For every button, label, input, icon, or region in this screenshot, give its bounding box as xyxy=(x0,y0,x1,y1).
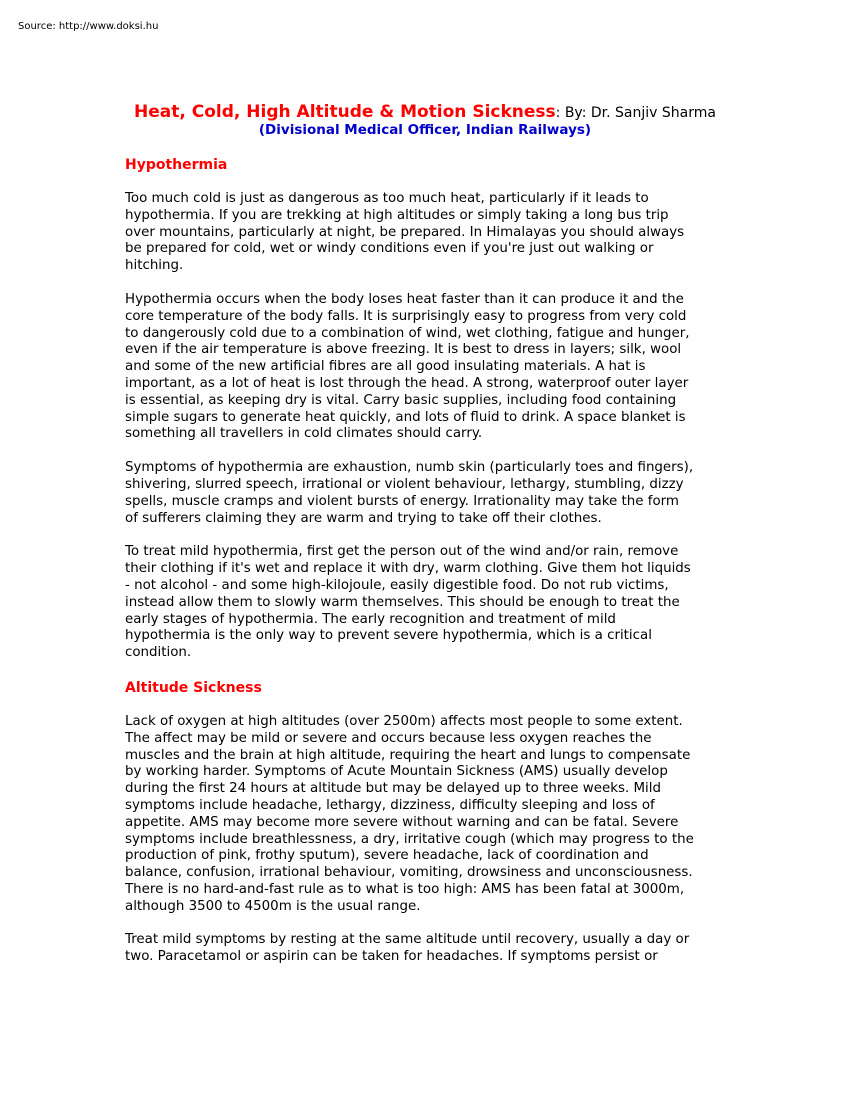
text-line: Too much cold is just as dangerous as too much heat, particularly if it leads to xyxy=(125,191,649,206)
text-line: is essential, as keeping dry is vital. Carry basic supplies, including food containing xyxy=(125,392,677,408)
title-text: Heat, Cold, High Altitude & Motion Sickness xyxy=(134,102,556,122)
document-title xyxy=(0,102,850,123)
text-line: over mountains, particularly at night, be prepared. In Himalayas you should always xyxy=(125,224,685,240)
section-heading-hypothermia: Hypothermia xyxy=(125,157,228,173)
text-line: their clothing if it's wet and replace it with dry, warm clothing. Give them hot liquids xyxy=(125,561,691,577)
paragraph xyxy=(125,714,725,916)
text-line: to dangerously cold due to a combination of wind, wet clothing, fatigue and hunger, xyxy=(125,325,690,341)
text-line: hypothermia. If you are trekking at high altitudes or simply taking a long bus trip xyxy=(125,207,669,223)
text-line: hitching. xyxy=(125,258,184,274)
text-line: of sufferers claiming they are warm and trying to take off their clothes. xyxy=(125,510,602,526)
text-line: simple sugars to generate heat quickly, and lots of fluid to drink. A space blanket is xyxy=(125,409,686,425)
text-line: although 3500 to 4500m is the usual range. xyxy=(125,898,421,914)
author-affiliation: (Divisional Medical Officer, Indian Railways) xyxy=(258,122,592,138)
text-line: by working harder. Symptoms of Acute Mountain Sickness (AMS) usually develop xyxy=(125,764,668,780)
text-line: important, as a lot of heat is lost through the head. A strong, waterproof outer layer xyxy=(125,375,689,391)
paragraph xyxy=(125,460,725,527)
text-line: core temperature of the body falls. It is surprisingly easy to progress from very cold xyxy=(125,308,687,324)
text-line: Symptoms of hypothermia are exhaustion, numb skin (particularly toes and fingers), xyxy=(125,460,694,476)
text-line: To treat mild hypothermia, first get the person out of the wind and/or rain, remove xyxy=(125,544,679,560)
text-line: The affect may be mild or severe and occurs because less oxygen reaches the xyxy=(125,730,652,746)
text-line: Hypothermia occurs when the body loses heat faster than it can produce it and the xyxy=(125,291,684,307)
text-line: instead allow them to slowly warm themselves. This should be enough to treat the xyxy=(125,594,680,610)
text-line: during the first 24 hours at altitude but may be delayed up to three weeks. Mild xyxy=(125,781,661,797)
text-line: even if the air temperature is above freezing. It is best to dress in layers; silk, wool xyxy=(125,342,682,358)
text-line: Lack of oxygen at high altitudes (over 2500m) affects most people to some extent. xyxy=(125,713,683,729)
text-line: shivering, slurred speech, irrational or violent behaviour, lethargy, stumbling, dizzy xyxy=(125,476,684,492)
paragraph xyxy=(125,292,725,443)
paragraph xyxy=(125,932,725,966)
source-url: Source: http://www.doksi.hu xyxy=(18,21,159,32)
section-heading-altitude-sickness: Altitude Sickness xyxy=(125,679,262,696)
document-body xyxy=(125,156,725,983)
text-line: something all travellers in cold climates should carry. xyxy=(125,426,483,442)
text-line: early stages of hypothermia. The early recognition and treatment of mild xyxy=(125,611,616,627)
text-line: There is no hard-and-fast rule as to what is too high: AMS has been fatal at 3000m, xyxy=(125,881,685,897)
author-byline: : By: Dr. Sanjiv Sharma xyxy=(555,105,716,121)
text-line: production of pink, frothy sputum), severe headache, lack of coordination and xyxy=(125,848,649,864)
text-line: two. Paracetamol or aspirin can be taken for headaches. If symptoms persist or xyxy=(125,949,658,965)
text-line: condition. xyxy=(125,645,192,661)
text-line: symptoms include headache, lethargy, dizziness, difficulty sleeping and loss of xyxy=(125,797,655,813)
text-line: muscles and the brain at high altitude, requiring the heart and lungs to compensate xyxy=(125,747,691,763)
text-line: hypothermia is the only way to prevent severe hypothermia, which is a critical xyxy=(125,628,652,644)
paragraph xyxy=(125,544,725,662)
text-line: symptoms include breathlessness, a dry, irritative cough (which may progress to the xyxy=(125,831,694,847)
paragraph xyxy=(125,191,725,275)
text-line: and some of the new artificial fibres are all good insulating materials. A hat is xyxy=(125,359,646,375)
text-line: - not alcohol - and some high-kilojoule, easily digestible food. Do not rub victims, xyxy=(125,577,669,593)
text-line: Treat mild symptoms by resting at the same altitude until recovery, usually a day or xyxy=(125,932,690,948)
text-line: appetite. AMS may become more severe without warning and can be fatal. Severe xyxy=(125,814,679,830)
text-line: balance, confusion, irrational behaviour, vomiting, drowsiness and unconsciousness. xyxy=(125,865,693,881)
text-line: spells, muscle cramps and violent bursts of energy. Irrationality may take the form xyxy=(125,493,679,509)
text-line: be prepared for cold, wet or windy conditions even if you're just out walking or xyxy=(125,241,654,257)
